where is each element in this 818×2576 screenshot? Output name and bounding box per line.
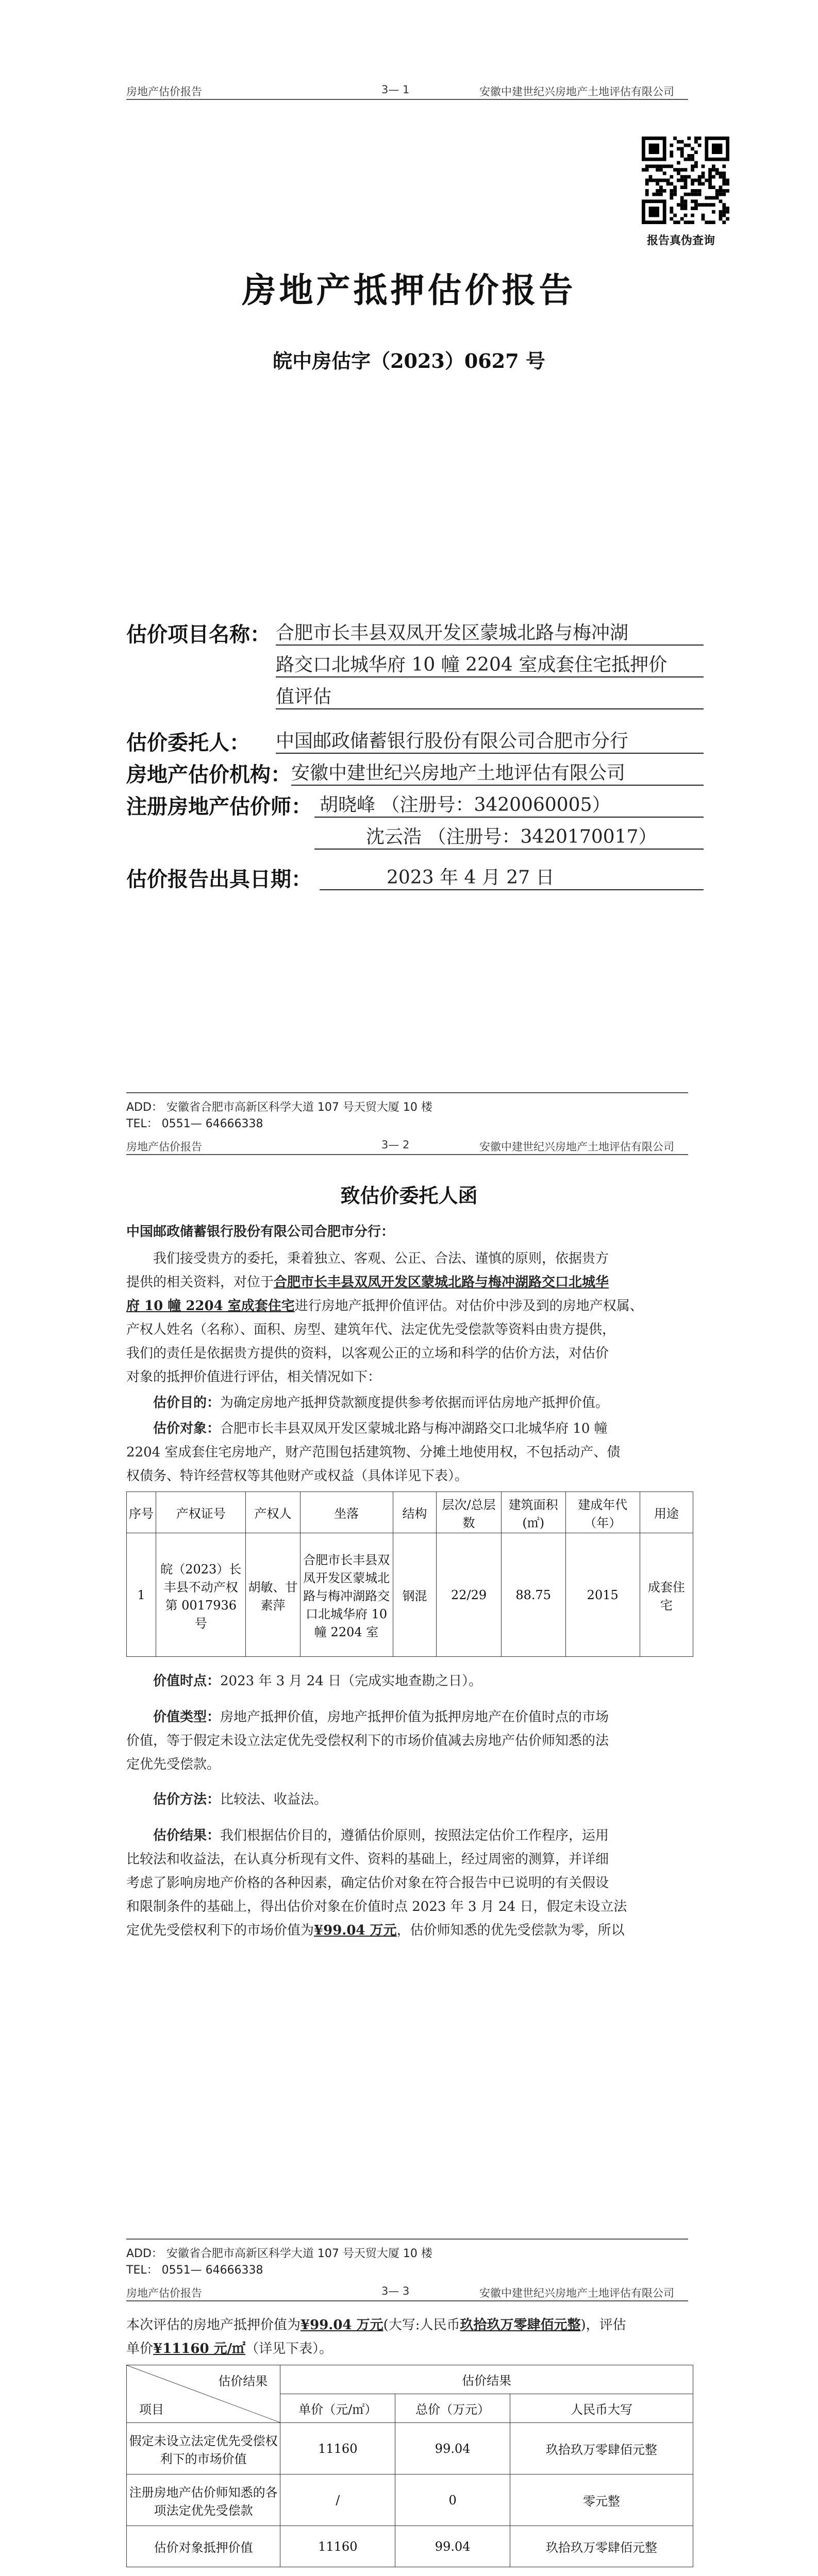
valuation-row1-total: 99.04 bbox=[395, 2423, 510, 2475]
page1-footer-rule bbox=[126, 1092, 688, 1093]
table-row bbox=[127, 2526, 693, 2567]
page2-footer-tel: TEL： 0551— 64666338 bbox=[126, 2264, 263, 2277]
object-line-3: 权债务、特许经营权等其他财产或权益（具体详见下表）。 bbox=[126, 1468, 469, 1484]
client-label: 估价委托人： bbox=[126, 731, 250, 755]
valuation-row3-total: 99.04 bbox=[395, 2526, 510, 2567]
purpose-line bbox=[153, 1391, 694, 1415]
appraiser-label: 注册房地产估价师： bbox=[126, 794, 312, 819]
result-label: 估价结果： bbox=[153, 1828, 221, 1843]
method-label: 估价方法： bbox=[153, 1792, 221, 1807]
property-table-wrap bbox=[126, 1492, 693, 1657]
valuation-table-wrap bbox=[126, 2365, 693, 2567]
summary-block bbox=[126, 2313, 693, 2361]
property-cell-use: 成套住宅 bbox=[640, 1533, 693, 1657]
result-line-4: 和限制条件的基础上，得出估价对象在价值时点 2023 年 3 月 24 日，假定未设立法 bbox=[126, 1899, 627, 1914]
page1-footer-tel: TEL： 0551— 64666338 bbox=[126, 1117, 263, 1130]
project-name-line1: 合肥市长丰县双凤开发区蒙城北路与梅冲湖 bbox=[276, 618, 704, 646]
project-name-line2: 路交口北城华府 10 幢 2204 室成套住宅抵押价 bbox=[276, 650, 704, 677]
report-title: 房地产抵押估价报告 bbox=[242, 270, 576, 310]
value-type-block bbox=[126, 1705, 693, 1776]
property-cell-year: 2015 bbox=[565, 1533, 640, 1657]
valuation-row3-item: 估价对象抵押价值 bbox=[127, 2526, 280, 2567]
valuation-th-unit: 单价（元/㎡） bbox=[280, 2394, 395, 2423]
property-cell-floor: 22/29 bbox=[437, 1533, 501, 1657]
page2-footer-address: ADD： 安徽省合肥市高新区科学大道 107 号天贸大厦 10 楼 bbox=[126, 2247, 432, 2260]
page1-header-rule bbox=[126, 99, 688, 100]
table-row bbox=[127, 2475, 693, 2526]
valuation-head-row-1 bbox=[127, 2365, 693, 2394]
valuation-row1-unit: 11160 bbox=[280, 2423, 395, 2475]
valuation-row3-unit: 11160 bbox=[280, 2526, 395, 2567]
agency-value: 安徽中建世纪兴房地产土地评估有限公司 bbox=[291, 758, 704, 786]
purpose-text: 为确定房地产抵押贷款额度提供参考依据而评估房地产抵押价值。 bbox=[220, 1395, 609, 1411]
valuation-row2-item: 注册房地产估价师知悉的各项法定优先受偿款 bbox=[127, 2475, 280, 2526]
result-line-2: 比较法和收益法，在认真分析现有文件、资料的基础上，经过周密的测算，并详细 bbox=[126, 1852, 609, 1867]
letter-title: 致估价委托人函 bbox=[340, 1184, 478, 1207]
property-table bbox=[126, 1492, 693, 1657]
summary-line-2 bbox=[126, 2337, 693, 2361]
table-row bbox=[127, 2423, 693, 2475]
intro-line-4: 产权人姓名（名称）、面积、房型、建筑年代、法定优先受偿款等资料由贵方提供， bbox=[126, 1322, 616, 1337]
intro-line-1: 我们接受贵方的委托，秉着独立、客观、公正、合法、谨慎的原则，依据贵方 bbox=[153, 1251, 609, 1266]
page1-footer-address: ADD： 安徽省合肥市高新区科学大道 107 号天贸大厦 10 楼 bbox=[126, 1101, 432, 1114]
property-th-5: 层次/总层数 bbox=[437, 1492, 501, 1533]
client-value: 中国邮政储蓄银行股份有限公司合肥市分行 bbox=[276, 726, 704, 754]
page2-header-right: 安徽中建世纪兴房地产土地评估有限公司 bbox=[479, 1141, 674, 1153]
qr-code-graphic bbox=[642, 137, 729, 224]
object-block bbox=[126, 1417, 693, 1488]
property-cell-area: 88.75 bbox=[501, 1533, 565, 1657]
page3-header-left: 房地产估价报告 bbox=[126, 2287, 202, 2299]
value-time-line bbox=[153, 1669, 694, 1693]
report-date-label: 估价报告出具日期： bbox=[126, 867, 312, 891]
object-text-1: 合肥市长丰县双凤开发区蒙城北路与梅冲湖路交口北城华府 10 幢 bbox=[220, 1421, 608, 1436]
value-type-line-3: 定优先受偿款。 bbox=[126, 1757, 221, 1772]
object-line-1 bbox=[126, 1417, 693, 1440]
result-text-5a: 定优先受偿权利下的市场价值为 bbox=[126, 1923, 314, 1938]
page2-footer-rule bbox=[126, 2239, 688, 2240]
property-th-7: 建成年代（年） bbox=[565, 1492, 640, 1533]
valuation-th-item bbox=[127, 2365, 280, 2423]
property-cell-no: 1 bbox=[127, 1533, 156, 1657]
qr-code[interactable] bbox=[642, 137, 729, 224]
table-row bbox=[127, 1533, 693, 1657]
result-text-1: 我们根据估价目的，遵循估价原则，按照法定估价工作程序，运用 bbox=[220, 1828, 609, 1843]
summary-text-1a: 本次评估的房地产抵押价值为 bbox=[126, 2317, 301, 2333]
intro-property-address-2: 府 10 幢 2204 室成套住宅 bbox=[126, 1298, 295, 1314]
report-date-value: 2023 年 4 月 27 日 bbox=[320, 863, 704, 890]
valuation-th-item-top: 估价结果 bbox=[218, 2374, 268, 2388]
intro-property-address-1: 合肥市长丰县双凤开发区蒙城北路与梅冲湖路交口北城华 bbox=[274, 1275, 609, 1290]
property-th-4: 结构 bbox=[393, 1492, 437, 1533]
valuation-th-total: 总价（万元） bbox=[395, 2394, 510, 2423]
letter-intro bbox=[126, 1247, 693, 1389]
page3-header-rule bbox=[126, 2300, 688, 2301]
valuation-th-item-bottom: 项目 bbox=[139, 2402, 164, 2417]
value-type-text-1: 房地产抵押价值，房地产抵押价值为抵押房地产在价值时点的市场 bbox=[220, 1709, 609, 1725]
property-cell-location: 合肥市长丰县双凤开发区蒙城北路与梅冲湖路交口北城华府 10 幢 2204 室 bbox=[300, 1533, 393, 1657]
page1-header-left: 房地产估价报告 bbox=[126, 86, 202, 98]
property-cell-owner: 胡敏、甘素萍 bbox=[246, 1533, 300, 1657]
qr-caption: 报告真伪查询 bbox=[647, 234, 715, 247]
property-cell-structure: 钢混 bbox=[393, 1533, 437, 1657]
property-th-2: 产权人 bbox=[246, 1492, 300, 1533]
result-line-1 bbox=[126, 1824, 693, 1848]
valuation-row2-total: 0 bbox=[395, 2475, 510, 2526]
intro-line-2-text: 提供的相关资料，对位于 bbox=[126, 1275, 274, 1290]
intro-line-3 bbox=[126, 1294, 693, 1318]
summary-unit-price: ¥11160 元/㎡ bbox=[153, 2341, 246, 2357]
valuation-th-group: 估价结果 bbox=[280, 2365, 693, 2394]
valuation-row1-words: 玖拾玖万零肆佰元整 bbox=[510, 2423, 693, 2475]
valuation-row2-unit: / bbox=[280, 2475, 395, 2526]
object-line-2: 2204 室成套住宅房地产，财产范围包括建筑物、分摊土地使用权，不包括动产、债 bbox=[126, 1445, 621, 1460]
project-name-label: 估价项目名称： bbox=[126, 622, 271, 647]
letter-salutation: 中国邮政储蓄银行股份有限公司合肥市分行： bbox=[126, 1224, 395, 1240]
result-text-5b: ，估价师知悉的优先受偿款为零，所以 bbox=[396, 1923, 625, 1938]
page3-header-page: 3— 3 bbox=[381, 2285, 410, 2297]
method-line bbox=[153, 1788, 694, 1811]
property-th-6: 建筑面积(㎡) bbox=[501, 1492, 565, 1533]
valuation-row2-words: 零元整 bbox=[510, 2475, 693, 2526]
page3-header-right: 安徽中建世纪兴房地产土地评估有限公司 bbox=[479, 2287, 674, 2299]
summary-text-1e: )，评估 bbox=[580, 2317, 626, 2333]
appraiser-2: 沈云浩 （注册号：3420170017） bbox=[314, 822, 704, 850]
page2-header-page: 3— 2 bbox=[381, 1139, 410, 1151]
property-th-8: 用途 bbox=[640, 1492, 693, 1533]
summary-total-value-words: 玖拾玖万零肆佰元整 bbox=[460, 2317, 581, 2333]
summary-text-2c: （详见下表）。 bbox=[245, 2341, 333, 2357]
result-line-3: 考虑了影响房地产价格的各种因素，确定估价对象在符合报告中已说明的有关假设 bbox=[126, 1875, 609, 1891]
method-text: 比较法、收益法。 bbox=[220, 1792, 328, 1807]
value-time-label: 价值时点： bbox=[153, 1673, 221, 1689]
property-table-header-row bbox=[127, 1492, 693, 1533]
result-block bbox=[126, 1824, 693, 1942]
intro-line-6: 对象的抵押价值进行评估，相关情况如下： bbox=[126, 1369, 381, 1385]
purpose-label: 估价目的： bbox=[153, 1395, 221, 1411]
value-type-line-1 bbox=[126, 1705, 693, 1729]
valuation-th-words: 人民币大写 bbox=[510, 2394, 693, 2423]
property-th-3: 坐落 bbox=[300, 1492, 393, 1533]
result-market-value: ¥99.04 万元 bbox=[314, 1923, 397, 1938]
intro-line-3-text: 进行房地产抵押价值评估。对估价中涉及到的房地产权属、 bbox=[294, 1298, 643, 1314]
value-time-text: 2023 年 3 月 24 日（完成实地查勘之日）。 bbox=[220, 1673, 482, 1689]
intro-line-5: 我们的责任是依据贵方提供的资料，以客观公正的立场和科学的估价方法，对估价 bbox=[126, 1346, 609, 1361]
property-cell-cert: 皖（2023）长丰县不动产权第 0017936 号 bbox=[156, 1533, 246, 1657]
summary-text-1c: (大写:人民币 bbox=[383, 2317, 460, 2333]
property-th-0: 序号 bbox=[127, 1492, 156, 1533]
summary-line-1 bbox=[126, 2313, 693, 2337]
page2-header-rule bbox=[126, 1154, 688, 1155]
project-name-line3: 值评估 bbox=[276, 682, 704, 709]
valuation-table bbox=[126, 2365, 693, 2567]
valuation-row3-words: 玖拾玖万零肆佰元整 bbox=[510, 2526, 693, 2567]
appraiser-1: 胡晓峰 （注册号：3420060005） bbox=[314, 790, 704, 818]
property-th-1: 产权证号 bbox=[156, 1492, 246, 1533]
result-line-5 bbox=[126, 1919, 693, 1942]
agency-label: 房地产估价机构： bbox=[126, 762, 291, 787]
valuation-row1-item: 假定未设立法定优先受偿权利下的市场价值 bbox=[127, 2423, 280, 2475]
intro-line-2 bbox=[126, 1270, 693, 1294]
summary-text-2a: 单价 bbox=[126, 2341, 154, 2357]
page1-header-page: 3— 1 bbox=[381, 83, 410, 96]
page1-header-right: 安徽中建世纪兴房地产土地评估有限公司 bbox=[479, 86, 674, 98]
value-type-line-2: 价值，等于假定未设立法定优先受偿权利下的市场价值减去房地产估价师知悉的法 bbox=[126, 1733, 609, 1749]
page2-header-left: 房地产估价报告 bbox=[126, 1141, 202, 1153]
report-number: 皖中房估字（2023）0627 号 bbox=[273, 349, 545, 372]
object-label: 估价对象： bbox=[153, 1421, 221, 1436]
summary-total-value: ¥99.04 万元 bbox=[301, 2317, 383, 2333]
value-type-label: 价值类型： bbox=[153, 1709, 221, 1725]
